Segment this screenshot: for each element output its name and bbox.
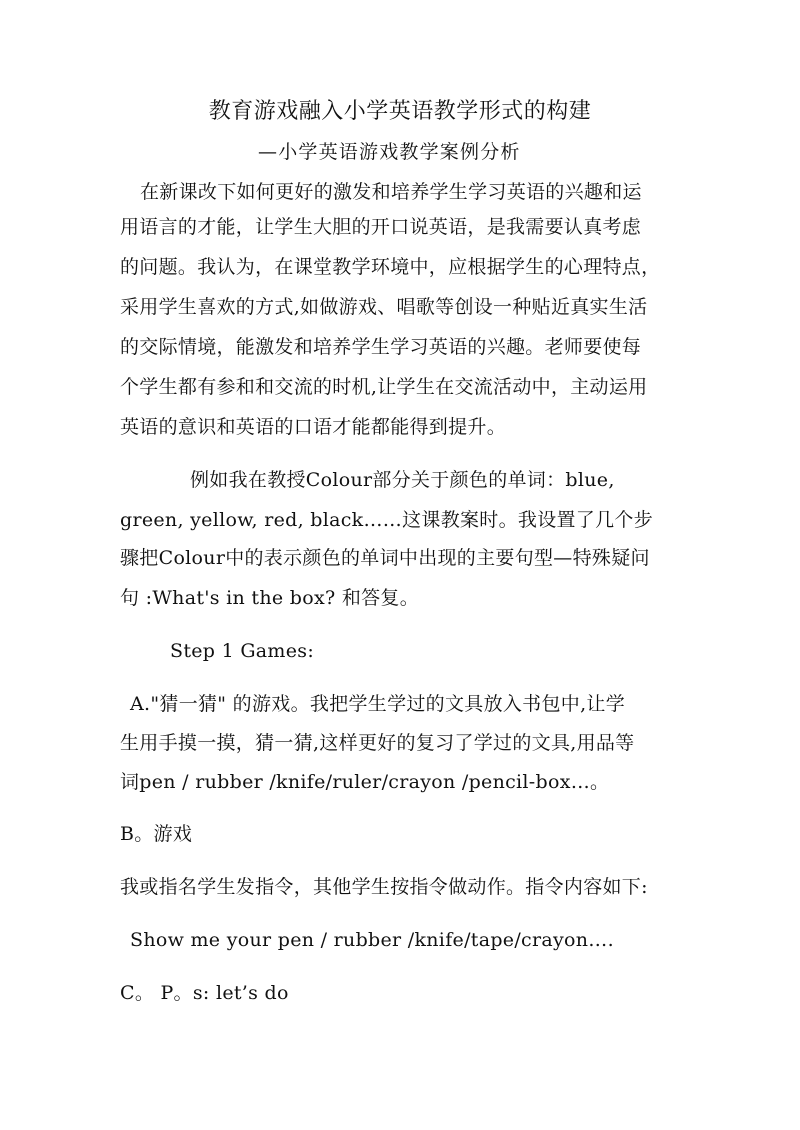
paragraph-1-line-3: 的问题。我认为，在课堂教学环境中，应根据学生的心理特点， (120, 256, 661, 278)
section-b-heading: B。游戏 (120, 823, 193, 845)
section-a-line-3: 词pen / rubber /knife/ruler/crayon /pencil-box…。 (120, 771, 610, 793)
paragraph-2-line-1: 例如我在教授Colour部分关于颜色的单词：blue, (190, 469, 615, 491)
document-title: 教育游戏融入小学英语教学形式的构建 (208, 99, 592, 124)
step-heading: Step 1 Games: (170, 640, 315, 662)
paragraph-1-line-2: 用语言的才能，让学生大胆的开口说英语，是我需要认真考虑 (120, 216, 642, 238)
document-subtitle: —小学英语游戏教学案例分析 (258, 141, 521, 163)
section-b-example: Show me your pen / rubber /knife/tape/crayon…. (130, 929, 614, 951)
paragraph-2-line-3: 骤把Colour中的表示颜色的单词中出现的主要句型—特殊疑问 (120, 547, 650, 569)
paragraph-2-line-4: 句 :What's in the box? 和答复。 (120, 587, 420, 609)
section-b-text: 我或指名学生发指令，其他学生按指令做动作。指令内容如下: (120, 876, 648, 898)
paragraph-1-line-6: 个学生都有参和和交流的时机,让学生在交流活动中，主动运用 (120, 376, 648, 398)
section-a-line-2: 生用手摸一摸，猜一猜,这样更好的复习了学过的文具,用品等 (120, 732, 635, 754)
paragraph-1-line-1: 在新课改下如何更好的激发和培养学生学习英语的兴趣和运 (140, 181, 642, 203)
paragraph-1-line-5: 的交际情境，能激发和培养学生学习英语的兴趣。老师要使每 (120, 336, 642, 358)
paragraph-1-line-7: 英语的意识和英语的口语才能都能得到提升。 (120, 416, 507, 438)
section-c-heading: C。 P。s: let’s do (120, 982, 289, 1004)
paragraph-1-line-4: 采用学生喜欢的方式,如做游戏、唱歌等创设一种贴近真实生活 (120, 296, 648, 318)
paragraph-2-line-2: green, yellow, red, black……这课教案时。我设置了几个步 (120, 509, 653, 531)
section-a-line-1: A."猜一猜" 的游戏。我把学生学过的文具放入书包中,让学 (130, 693, 626, 715)
